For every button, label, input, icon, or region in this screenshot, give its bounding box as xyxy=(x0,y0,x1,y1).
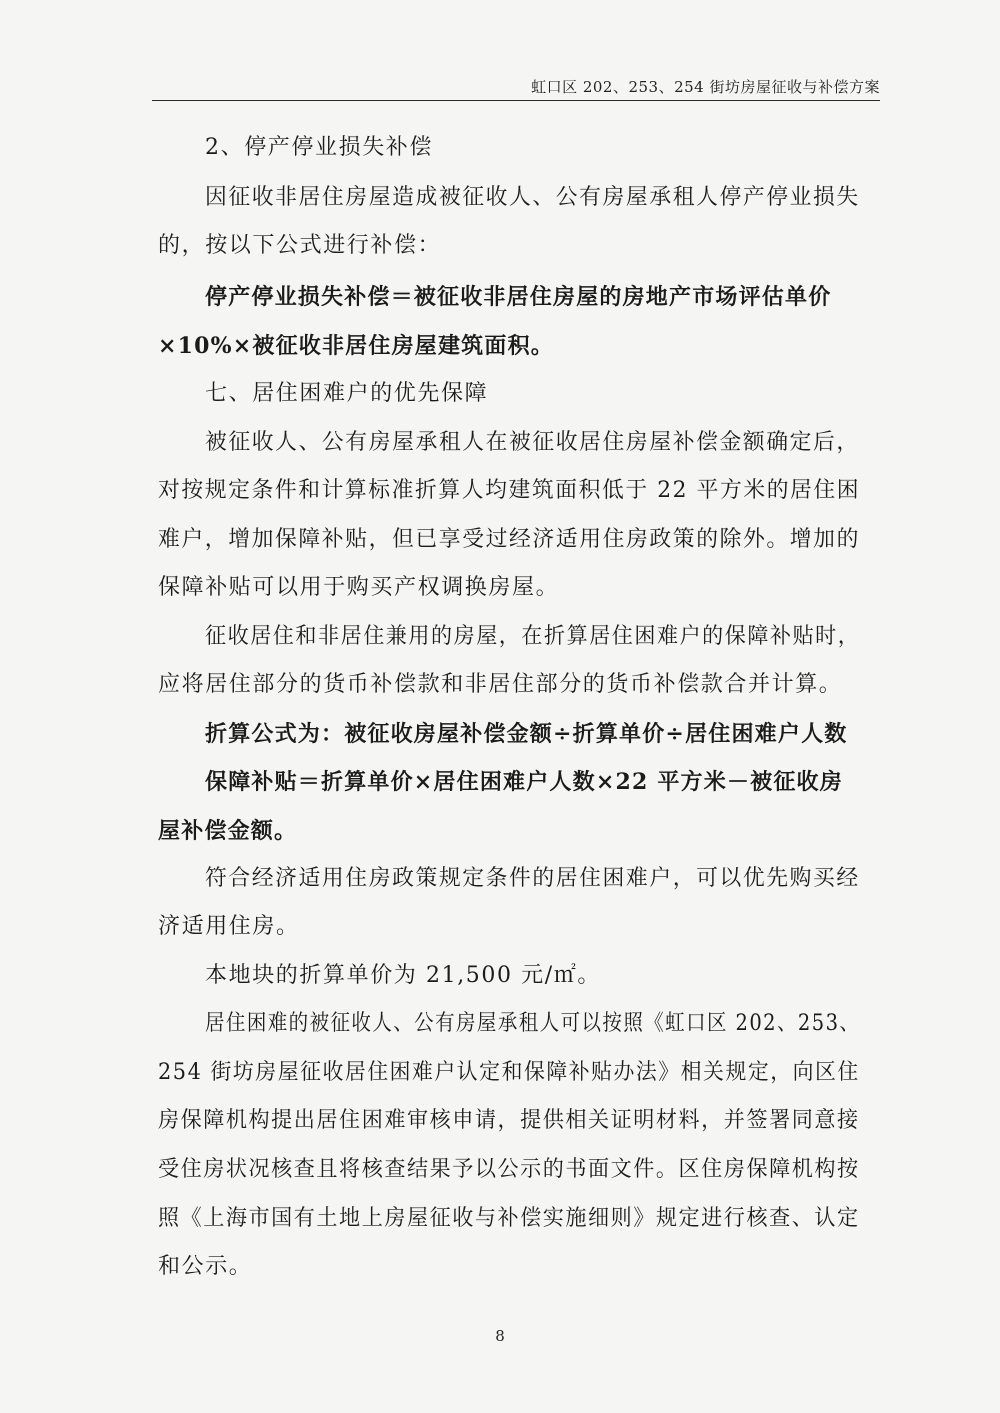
paragraph-line: 和公示。 xyxy=(158,1254,253,1279)
running-header: 虹口区 202、253、254 街坊房屋征收与补偿方案 xyxy=(531,78,880,96)
formula-line: 折算公式为：被征收房屋补偿金额÷折算单价÷居住困难户人数 xyxy=(205,721,848,747)
paragraph-line: 被征收人、公有房屋承租人在被征收居住房屋补偿金额确定后， xyxy=(205,430,860,455)
header-rule xyxy=(152,100,880,101)
paragraph-line: 因征收非居住房屋造成被征收人、公有房屋承租人停产停业损失 xyxy=(205,185,860,210)
subsection-heading: 2、停产停业损失补偿 xyxy=(205,135,433,160)
paragraph-line: 照《上海市国有土地上房屋征收与补偿实施细则》规定进行核查、认定 xyxy=(158,1206,860,1231)
paragraph-line: 符合经济适用住房政策规定条件的居住困难户，可以优先购买经 xyxy=(205,866,860,891)
formula-line: 停产停业损失补偿＝被征收非居住房屋的房地产市场评估单价 xyxy=(205,284,832,310)
paragraph-line: 居住困难的被征收人、公有房屋承租人可以按照《虹口区 202、253、 xyxy=(205,1011,861,1036)
page-number: 8 xyxy=(495,1327,505,1345)
paragraph-line: 的，按以下公式进行补偿： xyxy=(158,233,442,258)
paragraph-line: 保障补贴可以用于购买产权调换房屋。 xyxy=(158,575,560,600)
paragraph-line: 房保障机构提出居住困难审核申请，提供相关证明材料，并签署同意接 xyxy=(158,1108,860,1133)
paragraph-line: 征收居住和非居住兼用的房屋，在折算居住困难户的保障补贴时， xyxy=(205,624,861,649)
paragraph-line: 254 街坊房屋征收居住困难户认定和保障补贴办法》相关规定，向区住 xyxy=(158,1060,860,1085)
paragraph-line: 受住房状况核查且将核查结果予以公示的书面文件。区住房保障机构按 xyxy=(158,1157,860,1182)
section-heading: 七、居住困难户的优先保障 xyxy=(205,381,489,406)
formula-line: ×10%×被征收非居住房屋建筑面积。 xyxy=(158,333,554,359)
formula-line: 屋补偿金额。 xyxy=(158,818,298,844)
paragraph-line: 难户，增加保障补贴，但已享受过经济适用住房政策的除外。增加的 xyxy=(158,527,860,552)
paragraph-line: 应将居住部分的货币补偿款和非居住部分的货币补偿款合并计算。 xyxy=(158,672,843,697)
paragraph-line: 对按规定条件和计算标准折算人均建筑面积低于 22 平方米的居住困 xyxy=(158,478,861,503)
paragraph-line: 本地块的折算单价为 21,500 元/㎡。 xyxy=(205,963,601,988)
formula-line: 保障补贴＝折算单价×居住困难户人数×22 平方米－被征收房 xyxy=(205,769,843,795)
paragraph-line: 济适用住房。 xyxy=(158,914,300,939)
